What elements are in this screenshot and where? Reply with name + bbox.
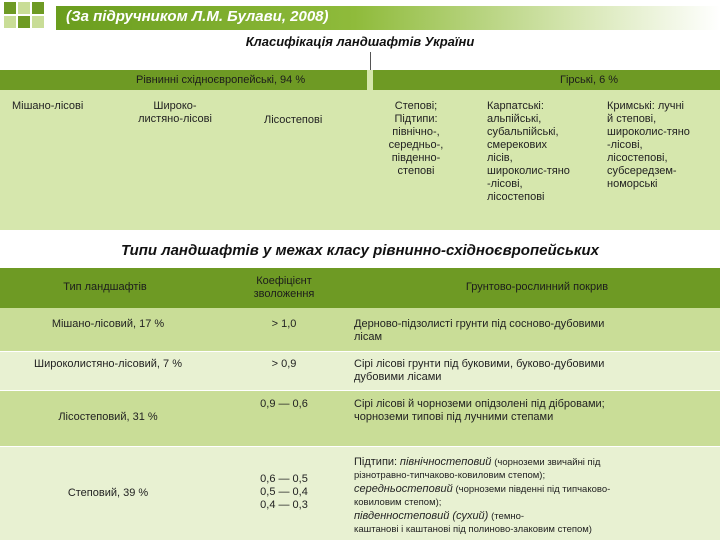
row4-soil: Підтипи: північностеповий (чорноземи звичайні під різнотравно-типчаково-ковиловим степом); середньостеповий (чорноземи південні під типчаково- ковиловим степом); південностеповий (сухий) (темно- каштанові і каштанові під полиново-злаковим степом) xyxy=(354,456,611,535)
row1-type: Мішано-лісовий, 17 % xyxy=(51,318,165,330)
row2-coef: > 0,9 xyxy=(271,358,297,370)
header-type: Тип ландшафтів xyxy=(63,281,147,293)
type-broadleaf: Широко- листяно-лісові xyxy=(138,100,212,125)
class-mountain-label: Гірські, 6 % xyxy=(560,74,619,86)
decorative-squares xyxy=(0,0,60,38)
type-carpathian: Карпатські: альпійські, субальпійські, смерекових лісів, широколис-тяно -лісові, лісостепові xyxy=(487,100,570,203)
type-mixed-forest: Мішано-лісові xyxy=(12,100,84,112)
source-note: (За підручником Л.М. Булави, 2008) xyxy=(66,8,329,25)
header-bar xyxy=(0,0,720,38)
row2-type: Широколистяно-лісовий, 7 % xyxy=(34,358,182,370)
row1-coef: > 1,0 xyxy=(271,318,297,330)
class-header-mountain xyxy=(373,70,720,90)
row4-coef: 0,6 — 0,5 0,5 — 0,4 0,4 — 0,3 xyxy=(260,473,308,511)
row3-type: Лісостеповий, 31 % xyxy=(58,411,158,423)
row4-type: Степовий, 39 % xyxy=(67,487,149,499)
section-title: Типи ландшафтів у межах класу рівнинно-східноєвропейських xyxy=(121,242,599,259)
row3-coef: 0,9 — 0,6 xyxy=(260,398,308,410)
row2-soil: Сірі лісові грунти під буковими, буково-дубовими дубовими лісами xyxy=(354,358,605,383)
type-steppe: Степові; Підтипи: північно-, середньо-, південно- степові xyxy=(388,100,444,177)
row1-soil: Дерново-підзолисті грунти під сосново-дубовими лісам xyxy=(354,318,605,343)
class-plain-label: Рівнинні східноєвропейські, 94 % xyxy=(136,74,306,86)
header-soil: Грунтово-рослинний покрив xyxy=(465,281,609,293)
page-title: Класифікація ландшафтів України xyxy=(245,34,475,49)
type-forest-steppe: Лісостепові xyxy=(264,114,323,126)
row3-soil: Сірі лісові й чорноземи опідзолені під дібровами; чорноземи типові під лучними степами xyxy=(354,398,605,423)
type-crimean: Кримські: лучні й степові, широколис-тяно -лісові, лісостепові, субсередзем- номорські xyxy=(607,100,690,190)
header-coef: Коефіцієнт зволоження xyxy=(253,275,315,300)
